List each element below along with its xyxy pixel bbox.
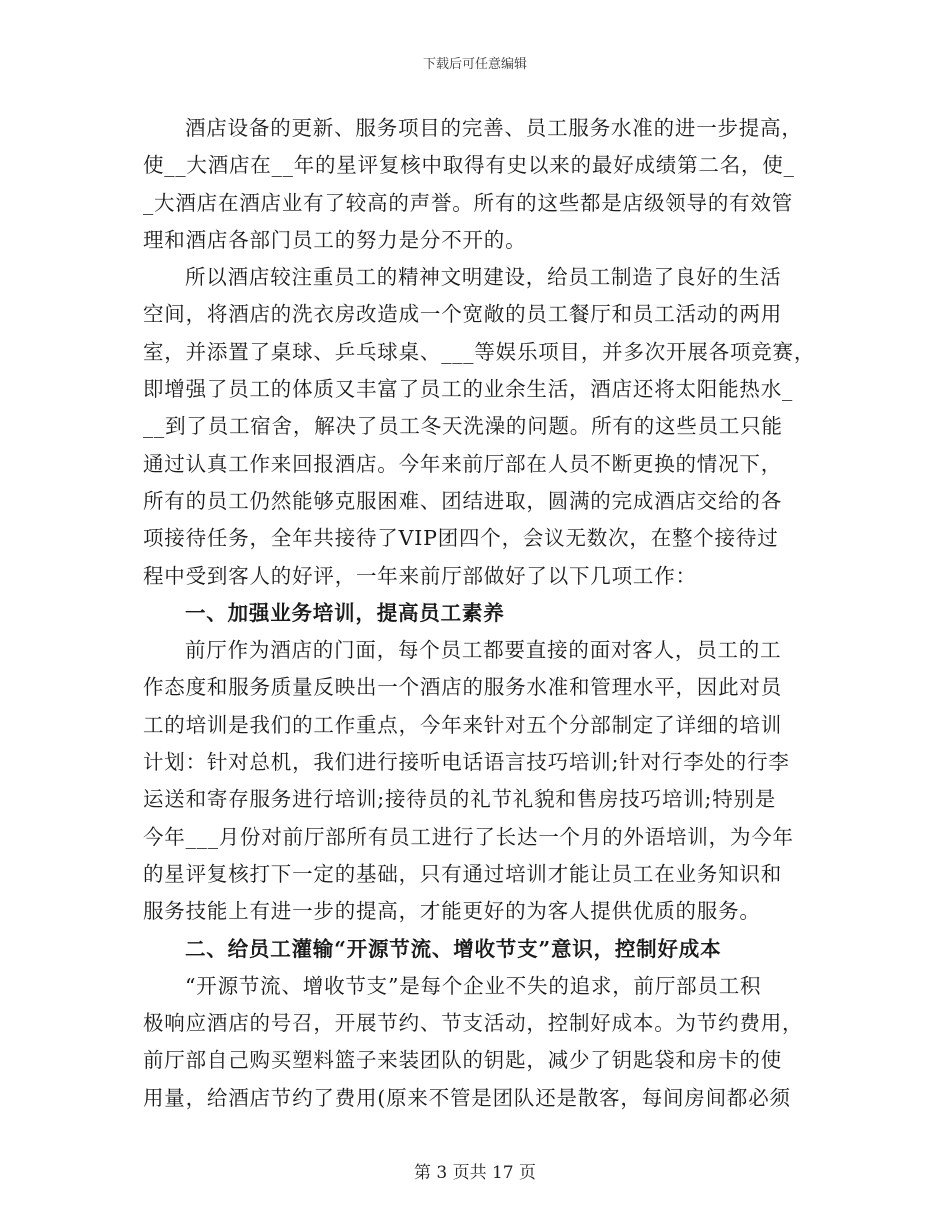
text-line: 室，并添置了桌球、乒乓球桌、___等娱乐项目，并多次开展各项竞赛， — [143, 339, 816, 364]
section-heading: 一、加强业务培训，提高员工素养 — [185, 600, 505, 625]
text-line: 使__大酒店在__年的星评复核中取得有史以来的最好成绩第二名，使_ — [143, 153, 795, 178]
document-body — [143, 110, 815, 1117]
text-line: __到了员工宿舍，解决了员工冬天洗澡的问题。所有的这些员工只能 — [143, 414, 783, 439]
text-line: 工的培训是我们的工作重点，今年来针对五个分部制定了详细的培训 — [143, 712, 782, 737]
text-line: 用量，给酒店节约了费用(原来不管是团队还是散客，每间房间都必须 — [143, 1085, 791, 1110]
text-line: 的星评复核打下一定的基础，只有通过培训才能让员工在业务知识和 — [143, 861, 782, 886]
text-line: 即增强了员工的体质又丰富了员工的业余生活，酒店还将太阳能热水_ — [143, 377, 794, 402]
page-footer: 第 3 页共 17 页 — [413, 1163, 537, 1183]
text-line: 所以酒店较注重员工的精神文明建设，给员工制造了良好的生活 — [185, 265, 782, 290]
text-line: 运送和寄存服务进行培训;接待员的礼节礼貌和售房技巧培训;特别是 — [143, 787, 777, 812]
section-heading: 二、给员工灌输“开源节流、增收节支”意识，控制好成本 — [185, 936, 722, 961]
text-line: 作态度和服务质量反映出一个酒店的服务水准和管理水平，因此对员 — [143, 675, 782, 700]
text-line: 酒店设备的更新、服务项目的完善、员工服务水准的进一步提高， — [185, 116, 803, 140]
text-line: 前厅作为酒店的门面，每个员工都要直接的面对客人，员工的工 — [185, 638, 782, 663]
text-line: 极响应酒店的号召，开展节约、节支活动，控制好成本。为节约费用， — [143, 1011, 804, 1036]
text-line: 今年___月份对前厅部所有员工进行了长达一个月的外语培训，为今年 — [143, 824, 794, 849]
text-line: 理和酒店各部门员工的努力是分不开的。 — [143, 227, 527, 252]
text-line: 项接待任务，全年共接待了VIP团四个，会议无数次，在整个接待过 — [143, 526, 779, 551]
text-line: 空间，将酒店的洗衣房改造成一个宽敞的员工餐厅和员工活动的两用 — [143, 302, 782, 327]
page-header: 下载后可任意编辑 — [422, 57, 527, 72]
text-line: 程中受到客人的好评，一年来前厅部做好了以下几项工作： — [143, 563, 697, 588]
text-line: 所有的员工仍然能够克服困难、团结进取，圆满的完成酒店交给的各 — [143, 488, 782, 513]
text-line: 服务技能上有进一步的提高，才能更好的为客人提供优质的服务。 — [143, 899, 761, 924]
text-line: 通过认真工作来回报酒店。今年来前厅部在人员不断更换的情况下， — [143, 451, 782, 476]
text-line: _大酒店在酒店业有了较高的声誉。所有的这些都是店级领导的有效管 — [143, 190, 794, 215]
text-line: 前厅部自己购买塑料篮子来装团队的钥匙，减少了钥匙袋和房卡的使 — [143, 1048, 782, 1073]
text-line: 计划：针对总机，我们进行接听电话语言技巧培训;针对行李处的行李 — [143, 750, 790, 775]
text-line: “开源节流、增收节支”是每个企业不失的追求，前厅部员工积 — [185, 973, 762, 998]
